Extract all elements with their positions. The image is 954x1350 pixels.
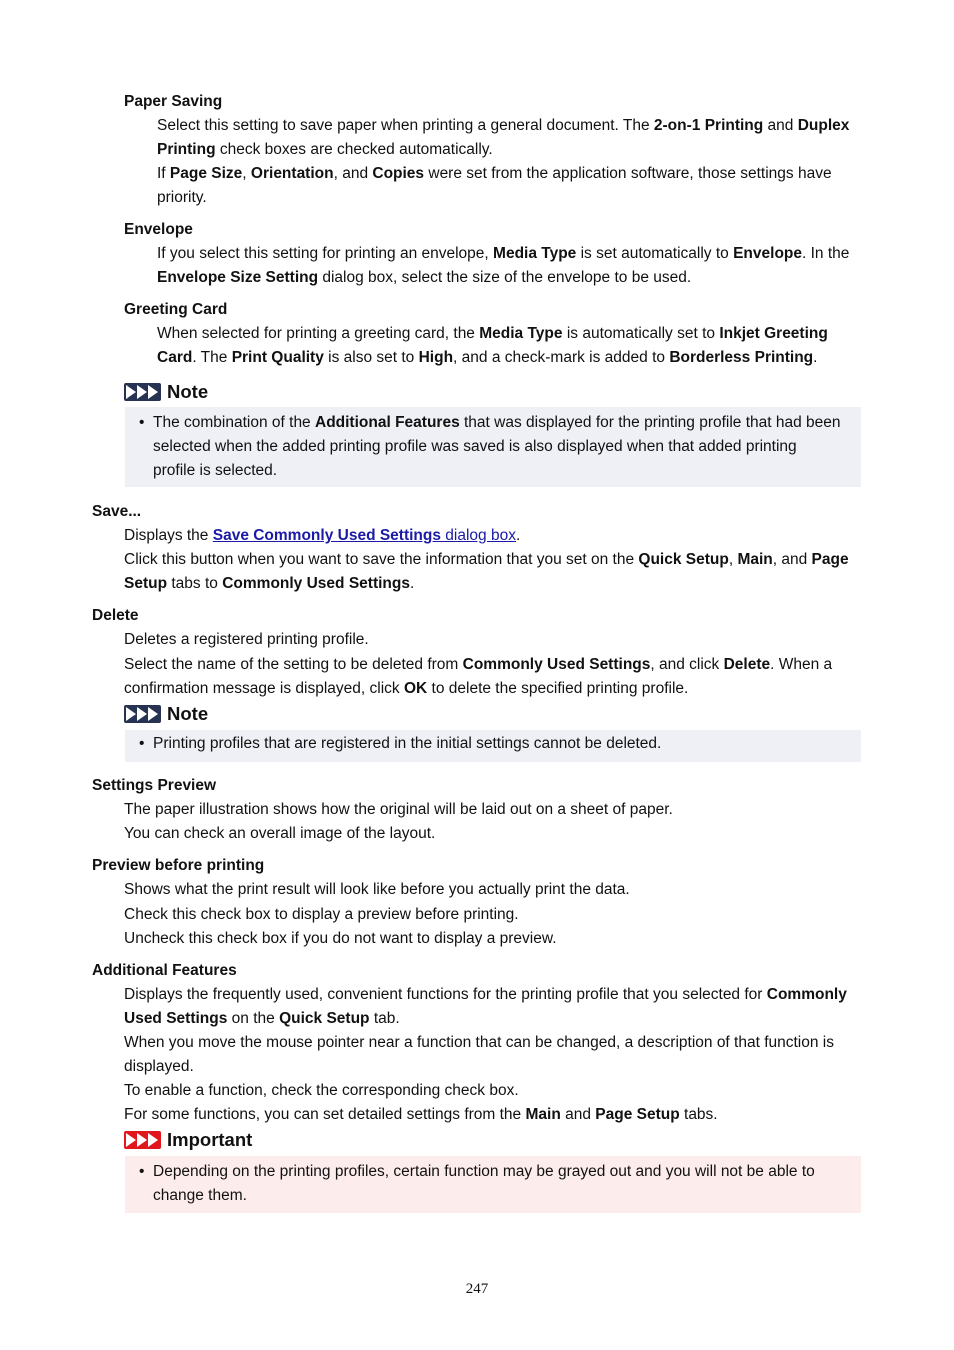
- paragraph: If you select this setting for printing an envelope, Media Type is set automatically to Envelope. In the Envelope Size Setting dialog box, select the size of the envelope to be used.: [157, 245, 850, 286]
- desc-preview-before-printing: [124, 878, 864, 951]
- paragraph: Select the name of the setting to be deleted from Commonly Used Settings, and click Delete. When a confirmation message is displayed, click OK to delete the specified printing profile.: [124, 656, 833, 697]
- list-item: • The combination of the Additional Features that was displayed for the printing profile that had been selected when the added printing profile was saved is also displayed when that added printing profile is selected.: [153, 411, 841, 483]
- note-box: [125, 407, 861, 487]
- triple-chevron-icon: [124, 383, 161, 401]
- term-preview-before-printing: Preview before printing: [92, 857, 265, 874]
- desc-settings-preview: [124, 798, 864, 846]
- desc-greeting-card: [157, 322, 862, 370]
- desc-paper-saving: [157, 114, 862, 210]
- important-heading: [124, 1128, 252, 1152]
- paragraph: When you move the mouse pointer near a function that can be changed, a description of that function is displayed.: [124, 1034, 834, 1075]
- paragraph: You can check an overall image of the layout.: [124, 825, 436, 842]
- desc-delete: [124, 628, 864, 701]
- page-number: 247: [465, 1281, 489, 1297]
- important-label: Important: [167, 1129, 253, 1150]
- term-additional-features: Additional Features: [92, 962, 237, 979]
- list-item: • Printing profiles that are registered in the initial settings cannot be deleted.: [153, 732, 841, 756]
- triple-chevron-icon: [124, 1131, 161, 1149]
- list-item: • Depending on the printing profiles, certain function may be grayed out and you will not be able to change them.: [153, 1160, 841, 1208]
- note-heading: [124, 380, 208, 404]
- triple-chevron-icon: [124, 705, 161, 723]
- paragraph: Click this button when you want to save the information that you set on the Quick Setup, Main, and Page Setup tabs to Commonly Used Settings.: [124, 551, 849, 592]
- desc-save: [124, 524, 864, 596]
- note-label: Note: [167, 381, 209, 402]
- paragraph: Displays the Save Commonly Used Settings dialog box.: [124, 527, 521, 544]
- paragraph: To enable a function, check the corresponding check box.: [124, 1082, 519, 1099]
- term-settings-preview: Settings Preview: [92, 777, 217, 794]
- paragraph: Displays the frequently used, convenient functions for the printing profile that you selected for Commonly Used Settings on the Quick Setup tab.: [124, 986, 847, 1027]
- term-envelope: Envelope: [124, 221, 193, 238]
- term-paper-saving: Paper Saving: [124, 93, 223, 110]
- desc-envelope: [157, 242, 862, 290]
- paragraph: For some functions, you can set detailed settings from the Main and Page Setup tabs.: [124, 1106, 718, 1123]
- note-heading: [124, 702, 208, 726]
- paragraph: If Page Size, Orientation, and Copies were set from the application software, those settings have priority.: [157, 165, 832, 206]
- paragraph: Select this setting to save paper when printing a general document. The 2-on-1 Printing and Duplex Printing check boxes are checked automatically.: [157, 117, 850, 158]
- note-box: [125, 730, 861, 762]
- paragraph: Uncheck this check box if you do not want to display a preview.: [124, 930, 557, 947]
- save-commonly-used-settings-link[interactable]: Save Commonly Used Settings dialog box: [212, 527, 516, 544]
- note-label: Note: [167, 703, 209, 724]
- paragraph: Deletes a registered printing profile.: [124, 631, 369, 648]
- important-box: [125, 1156, 861, 1213]
- paragraph: The paper illustration shows how the original will be laid out on a sheet of paper.: [124, 801, 673, 818]
- paragraph: When selected for printing a greeting card, the Media Type is automatically set to Inkjet Greeting Card. The Print Quality is also set to High, and a check-mark is added to Borderless Printing.: [157, 325, 828, 366]
- term-save: Save...: [92, 503, 142, 520]
- paragraph: Shows what the print result will look like before you actually print the data.: [124, 881, 630, 898]
- term-greeting-card: Greeting Card: [124, 301, 228, 318]
- paragraph: Check this check box to display a preview before printing.: [124, 906, 519, 923]
- term-delete: Delete: [92, 607, 139, 624]
- desc-additional-features: [124, 983, 864, 1127]
